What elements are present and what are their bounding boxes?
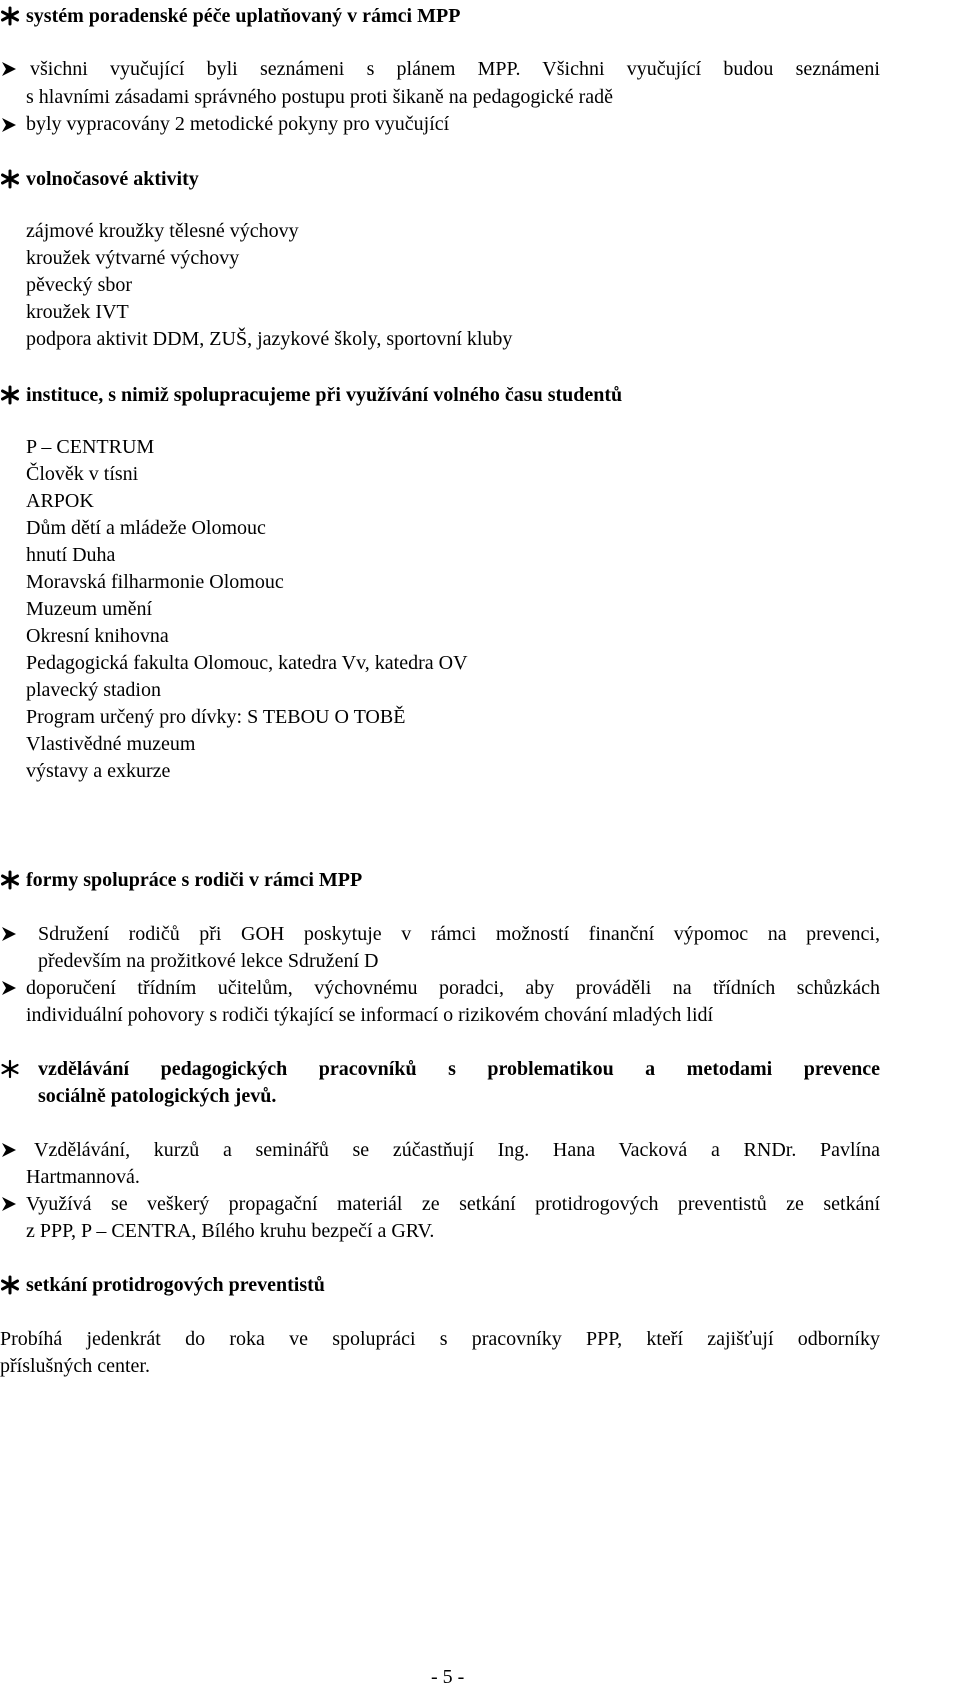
list-item: výstavy a exkurze [26,760,171,782]
arrowhead-bullet-icon [2,927,16,941]
paragraph-line: Probíhá jedenkrát do roka ve spolupráci s pracovníky PPP, kteří zajišťují odborníky [0,1328,880,1350]
list-item: Dům dětí a mládeže Olomouc [26,517,266,539]
list-item: kroužek výtvarné výchovy [26,247,240,269]
section-heading-rodice: formy spolupráce s rodiči v rámci MPP [26,869,363,891]
list-item: Muzeum umění [26,598,153,620]
bullet-text: byly vypracovány 2 metodické pokyny pro vyučující [26,113,450,135]
list-item: plavecký stadion [26,679,161,701]
section-heading-poradenstvi: systém poradenské péče uplatňovaný v rámci MPP [26,5,461,27]
paragraph-line: Využívá se veškerý propagační materiál ze setkání protidrogových preventistů ze setkání [26,1193,880,1215]
asterisk-bullet-icon [0,169,20,189]
asterisk-bullet-icon [0,1275,20,1295]
paragraph-line: příslušných center. [0,1355,150,1377]
paragraph-line: Sdružení rodičů při GOH poskytuje v rámci možností finanční výpomoc na prevenci, [38,923,880,945]
list-item: P – CENTRUM [26,436,155,458]
arrowhead-bullet-icon [2,1197,16,1211]
paragraph-line: především na prožitkové lekce Sdružení D [38,950,379,972]
arrowhead-bullet-icon [2,118,16,132]
list-item: hnutí Duha [26,544,116,566]
section-heading-vzdelavani: vzdělávání pedagogických pracovníků s problematikou a metodami prevence [38,1058,880,1080]
page-number: - 5 - [431,1666,465,1688]
paragraph-line: individuální pohovory s rodiči týkající se informací o rizikovém chování mladých lidí [26,1004,714,1026]
list-item: zájmové kroužky tělesné výchovy [26,220,299,242]
arrowhead-bullet-icon [2,1143,16,1157]
list-item: Člověk v tísni [26,463,139,485]
asterisk-bullet-icon [0,870,20,890]
paragraph-line: z PPP, P – CENTRA, Bílého kruhu bezpečí a GRV. [26,1220,435,1242]
list-item: Pedagogická fakulta Olomouc, katedra Vv, katedra OV [26,652,468,674]
list-item: Program určený pro dívky: S TEBOU O TOBĚ [26,706,406,728]
list-item: pěvecký sbor [26,274,133,296]
asterisk-bullet-icon [0,385,20,405]
list-item: Vlastivědné muzeum [26,733,196,755]
paragraph-line: s hlavními zásadami správného postupu proti šikaně na pedagogické radě [26,86,614,108]
asterisk-bullet-icon [0,1059,20,1079]
list-item: Okresní knihovna [26,625,169,647]
paragraph-line: doporučení třídním učitelům, výchovnému poradci, aby prováděli na třídních schůzkách [26,977,880,999]
paragraph-line: Hartmannová. [26,1166,140,1188]
list-item: podpora aktivit DDM, ZUŠ, jazykové školy, sportovní kluby [26,328,513,350]
list-item: ARPOK [26,490,94,512]
section-heading-setkani: setkání protidrogových preventistů [26,1274,325,1296]
paragraph-line: Vzdělávání, kurzů a seminářů se zúčastňují Ing. Hana Vacková a RNDr. Pavlína [34,1139,880,1161]
arrowhead-bullet-icon [2,62,16,76]
arrowhead-bullet-icon [2,981,16,995]
list-item: Moravská filharmonie Olomouc [26,571,284,593]
section-heading-volnocasove: volnočasové aktivity [26,168,199,190]
section-heading-vzdelavani-cont: sociálně patologických jevů. [38,1085,277,1107]
paragraph-line: všichni vyučující byli seznámeni s plánem MPP. Všichni vyučující budou seznámeni [30,58,880,80]
list-item: kroužek IVT [26,301,129,323]
asterisk-bullet-icon [0,6,20,26]
section-heading-instituce: instituce, s nimiž spolupracujeme při využívání volného času studentů [26,384,623,406]
